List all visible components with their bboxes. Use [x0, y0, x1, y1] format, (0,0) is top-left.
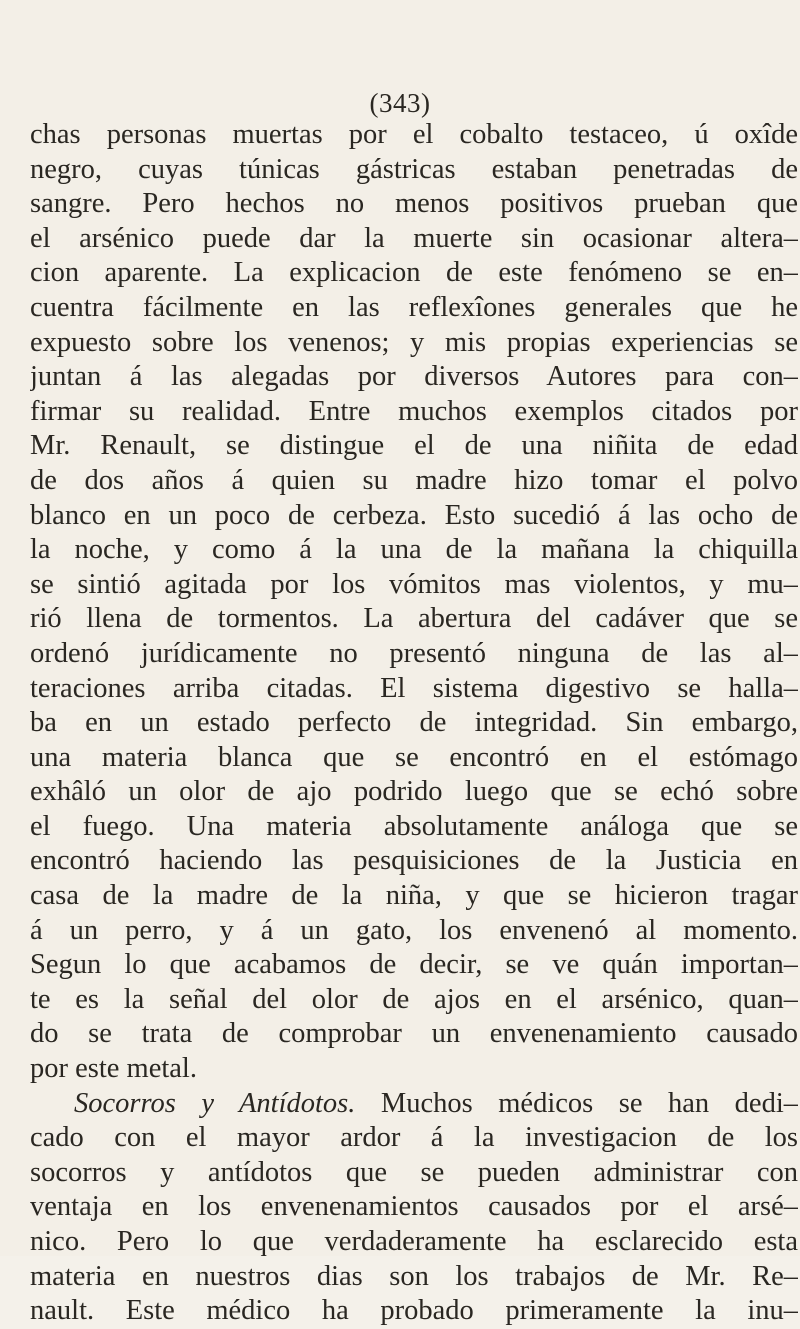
section-first-line	[30, 1087, 798, 1122]
text-line: Segun lo que acabamos de decir, se ve quán importan–	[30, 949, 798, 981]
text-line: la noche, y como á la una de la mañana la chiquilla	[30, 534, 798, 566]
text-line: á un perro, y á un gato, los envenenó al momento.	[30, 914, 798, 946]
text-line: se sintió agitada por los vómitos mas violentos, y mu–	[30, 568, 798, 600]
text-line: juntan á las alegadas por diversos Autores para con–	[30, 361, 798, 393]
text-line: teraciones arriba citadas. El sistema digestivo se halla–	[30, 672, 798, 704]
text-line: de dos años á quien su madre hizo tomar el polvo	[30, 464, 798, 496]
text-line: casa de la madre de la niña, y que se hicieron tragar	[30, 880, 798, 912]
text-line: firmar su realidad. Entre muchos exemplos citados por	[30, 395, 798, 427]
section-first-line-rest: Muchos médicos se han dedi–	[380, 1087, 798, 1119]
text-line: cado con el mayor ardor á la investigacion de los	[30, 1122, 798, 1154]
text-line: do se trata de comprobar un envenenamiento causado	[30, 1018, 798, 1050]
text-line: expuesto sobre los venenos; y mis propias experiencias se	[30, 326, 798, 358]
text-line: socorros y antídotos que se pueden administrar con	[30, 1156, 798, 1188]
text-line: negro, cuyas túnicas gástricas estaban penetradas de	[30, 153, 798, 185]
text-line: por este metal.	[30, 1053, 197, 1085]
text-line: te es la señal del olor de ajos en el arsénico, quan–	[30, 983, 798, 1015]
text-line: el arsénico puede dar la muerte sin ocasionar altera–	[30, 222, 798, 254]
text-line: rió llena de tormentos. La abertura del cadáver que se	[30, 603, 798, 635]
text-line: Mr. Renault, se distingue el de una niñita de edad	[30, 430, 798, 462]
section-heading: Socorros y Antídotos.	[74, 1087, 356, 1119]
text-line: ba en un estado perfecto de integridad. Sin embargo,	[30, 707, 798, 739]
text-line: cion aparente. La explicacion de este fenómeno se en–	[30, 257, 798, 289]
text-line: cuentra fácilmente en las reflexîones generales que he	[30, 291, 798, 323]
text-line: una materia blanca que se encontró en el estómago	[30, 741, 798, 773]
text-line: el fuego. Una materia absolutamente análoga que se	[30, 810, 798, 842]
text-line: encontró haciendo las pesquisiciones de la Justicia en	[30, 845, 798, 877]
text-line: sangre. Pero hechos no menos positivos prueban que	[30, 188, 798, 220]
text-line: chas personas muertas por el cobalto testaceo, ú oxîde	[30, 119, 798, 150]
text-line: nault. Este médico ha probado primeramente la inu–	[30, 1295, 798, 1327]
text-line: nico. Pero lo que verdaderamente ha esclarecido esta	[30, 1226, 798, 1257]
text-line: ordenó jurídicamente no presentó ninguna de las al–	[30, 637, 798, 669]
text-line: materia en nuestros dias son los trabajos de Mr. Re–	[30, 1260, 798, 1292]
page-number: (343)	[369, 88, 431, 118]
text-line: ventaja en los envenenamientos causados por el arsé–	[30, 1191, 798, 1223]
text-line: blanco en un poco de cerbeza. Esto sucedió á las ocho de	[30, 499, 798, 531]
text-line: exhâló un olor de ajo podrido luego que se echó sobre	[30, 776, 798, 808]
body-text	[30, 118, 798, 1329]
